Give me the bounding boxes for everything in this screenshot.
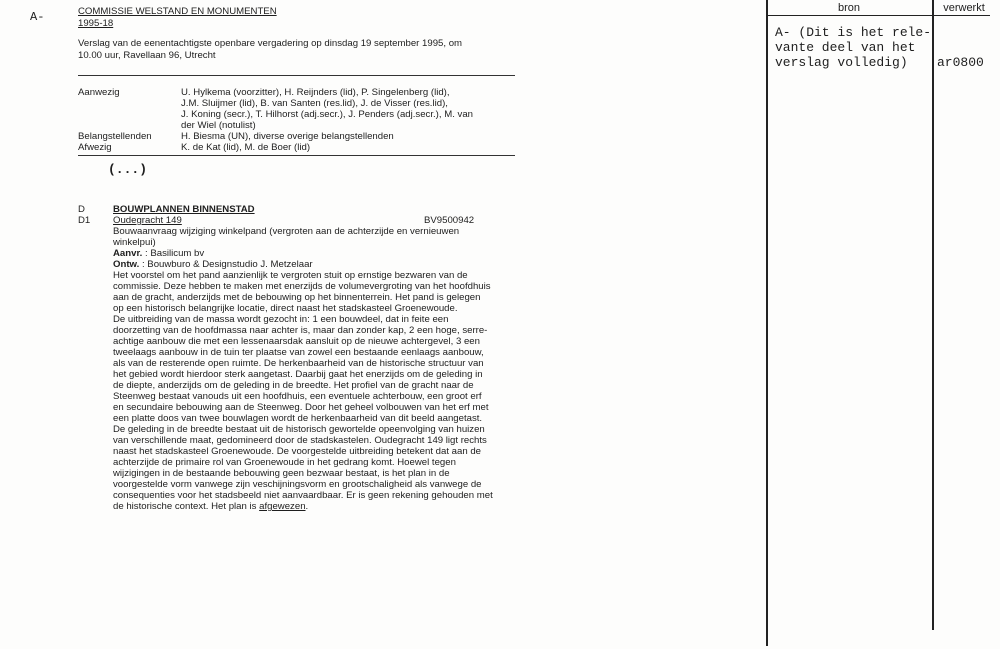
decision: afgewezen (259, 501, 306, 512)
item-reference: BV9500942 (424, 215, 475, 226)
column-border (932, 0, 934, 630)
body-line: de diepte, anderzijds om de geleding in de breedte. Het profiel van de gracht naar de (113, 380, 474, 391)
description-line: winkelpui) (113, 237, 156, 248)
section-code: D (78, 204, 85, 215)
body-line: als van de resterende open ruimte. De herkenbaarheid van de historische structuur van (113, 358, 484, 369)
omission-mark: (...) (108, 162, 148, 177)
column-header-processed: verwerkt (943, 2, 985, 14)
body-line: een platte doos van twee bouwlagen wordt de herkenbaarheid van dit beeld aangetast. (113, 413, 483, 424)
body-line: naast het stadskasteel Groenewoude. De voorgestelde uitbreiding betekent dat aan de (113, 446, 482, 457)
designer-row (113, 259, 493, 270)
column-header-source: bron (837, 2, 861, 14)
source-note (775, 25, 931, 70)
body-line: op een historisch belangrijke locatie, direct naast het stadskasteel Groenewoude. (113, 303, 458, 314)
period: . (305, 501, 309, 512)
body-line: consequenties voor het stadsbeeld niet aanvaardbaar. Er is geen rekening gehouden met (113, 490, 493, 501)
present-line: J. Koning (secr.), T. Hilhorst (adj.secr.), J. Penders (adj.secr.), M. van (181, 109, 473, 120)
margin-mark: A- (30, 10, 45, 24)
absent-label: Afwezig (78, 142, 112, 153)
body-line: tweelaags aanbouw in de tuin ter plaatse van zowel een bestaande eenlaags aanbouw, (113, 347, 484, 358)
designer-label: Ontw. (113, 259, 140, 270)
stakeholders-label: Belangstellenden (78, 131, 152, 142)
body-line: De geleding in de breedte bestaat uit de historisch gewortelde opeenvolging van huizen (113, 424, 485, 435)
divider (78, 155, 515, 156)
table-header-border (766, 15, 990, 16)
source-line: verslag volledig) (775, 55, 908, 70)
body-last-line (113, 501, 493, 512)
body-line: achterzijde de primaire rol van Groenewoude in het gedrang komt. Hoewel tegen (113, 457, 456, 468)
body-line: wijzigingen in de bestaande bebouwing geen bezwaar bestaat, is het plan in de (113, 468, 450, 479)
description-line: Bouwaanvraag wijziging winkelpand (vergroten aan de achterzijde en vernieuwen (113, 226, 460, 237)
item-code: D1 (78, 215, 91, 226)
document-number: 1995-18 (78, 18, 114, 29)
applicant-row (113, 248, 493, 259)
document-title: COMMISSIE WELSTAND EN MONUMENTEN (78, 6, 277, 17)
applicant-label: Aanvr. (113, 248, 143, 259)
intro-line-1: Verslag van de eenentachtigste openbare vergadering op dinsdag 19 september 1995, om (78, 38, 463, 49)
applicant: : Basilicum bv (145, 248, 205, 259)
body-line: voorgestelde vorm vanwege zijn veschijningsvorm en grootschaligheid als vanwege de (113, 479, 482, 490)
present-line: der Wiel (notulist) (181, 120, 256, 131)
present-label: Aanwezig (78, 87, 120, 98)
source-line: A- (Dit is het rele- (775, 25, 932, 40)
present-line: U. Hylkema (voorzitter), H. Reijnders (lid), P. Singelenberg (lid), (181, 87, 450, 98)
intro-line-2: 10.00 uur, Ravellaan 96, Utrecht (78, 50, 216, 61)
processed-code: ar0800 (937, 55, 984, 70)
column-border (766, 0, 768, 646)
body-line: De uitbreiding van de massa wordt gezocht in: 1 een bouwdeel, dat in feite een (113, 314, 449, 325)
body-line: de historische context. Het plan is (113, 501, 260, 512)
body-line: van verschillende maat, gedomineerd door de stadskastelen. Oudegracht 149 ligt rechts (113, 435, 487, 446)
section-title: BOUWPLANNEN BINNENSTAD (113, 204, 255, 215)
present-list (181, 87, 473, 153)
body-line: achtige aanbouw die met een lessenaarsdak aansluit op de nieuwe achtergevel, 3 een (113, 336, 480, 347)
source-line: vante deel van het (775, 40, 916, 55)
divider (78, 75, 515, 76)
designer: : Bouwburo & Designstudio J. Metzelaar (141, 259, 313, 270)
item-body (113, 226, 493, 512)
item-address: Oudegracht 149 (113, 215, 182, 226)
body-line: doorzetting van de hoofdmassa naar achter is, maar dan zonder kap, 2 een hoge, serre- (113, 325, 488, 336)
body-line: Het voorstel om het pand aanzienlijk te vergroten stuit op ernstige bezwaren van de (113, 270, 468, 281)
stakeholders: H. Biesma (UN), diverse overige belangstellenden (181, 131, 394, 142)
absent: K. de Kat (lid), M. de Boer (lid) (181, 142, 311, 153)
body-line: aan de gracht, anderzijds met de bebouwing op het binnenterrein. Het pand is gelegen (113, 292, 481, 303)
body-line: en secundaire bebouwing aan de Steenweg. Door het geheel volbouwen van het erf met (113, 402, 489, 413)
present-line: J.M. Sluijmer (lid), B. van Santen (res.lid), J. de Visser (res.lid), (181, 98, 448, 109)
body-line: commissie. Deze hebben te maken met enerzijds de volumevergroting van het hoofdhuis (113, 281, 491, 292)
body-line: Steenweg bestaat vanouds uit een hoofdhuis, een eventuele achterbouw, een groot erf (113, 391, 482, 402)
body-line: het gebied wordt hierdoor sterk aangetast. Daarbij gaat het enerzijds om de geleding in (113, 369, 483, 380)
